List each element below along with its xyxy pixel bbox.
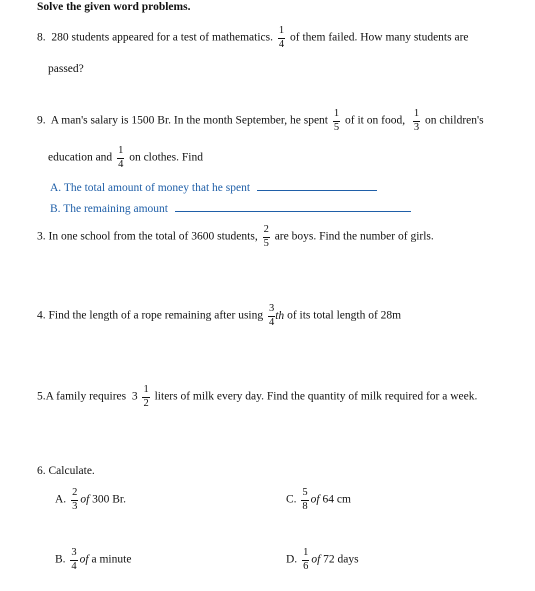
answer-blank-b[interactable] — [175, 202, 411, 212]
question-9-text-children: on children's — [424, 114, 484, 127]
fraction-one-quarter: $\frac{1}{4}$ — [278, 25, 285, 50]
question-8-text: 280 students appeared for a test of mathematics. — [51, 31, 273, 44]
question-5: 5.A family requires 3 $\frac{1}{2}$ liters of milk every day. Find the quantity of milk required for a week. — [37, 384, 478, 409]
fraction-one-fifth: $\frac{1}{5}$ — [333, 108, 340, 133]
answer-blank-a[interactable] — [257, 181, 377, 191]
fraction-two-thirds: $\frac{2}{3}$ — [72, 487, 78, 512]
question-6-title: 6. Calculate. — [37, 465, 95, 477]
question-8-text-continued: of them failed. How many students are — [290, 31, 469, 44]
worksheet-heading: Solve the given word problems. — [37, 1, 191, 13]
fraction-three-quarters: $\frac{3}{4}$ — [268, 303, 275, 328]
calc-item-c: C. $\frac{5}{8}$ of 64 cm — [286, 487, 351, 512]
question-8-line-2: passed? — [48, 63, 84, 75]
calc-item-b: B. $\frac{3}{4}$ of a minute — [55, 547, 132, 572]
question-3: 3. In one school from the total of 3600 students, $\frac{2}{5}$ are boys. Find the number of girls. — [37, 224, 434, 249]
question-8-number: 8. — [37, 31, 46, 44]
fraction-one-third: $\frac{1}{3}$ — [413, 108, 420, 133]
calc-item-a: A. $\frac{2}{3}$ of 300 Br. — [55, 487, 127, 512]
question-4: 4. Find the length of a rope remaining after using $\frac{3}{4}$ th of its total length of 28m — [37, 303, 402, 328]
ordinal-suffix: th — [275, 309, 285, 322]
fraction-two-fifths: $\frac{2}{5}$ — [263, 224, 269, 249]
question-9-sub-b: B. The remaining amount — [50, 202, 411, 215]
calc-item-d: D. $\frac{1}{6}$ of 72 days — [286, 547, 359, 572]
question-9-line-2: education and $\frac{1}{4}$ on clothes. Find — [48, 145, 203, 170]
question-9-text-food: of it on food, — [345, 114, 406, 127]
question-9-text: A man's salary is 1500 Br. In the month September, he spent — [50, 114, 329, 127]
fraction-one-half: $\frac{1}{2}$ — [143, 384, 149, 409]
fraction-one-quarter-clothes: $\frac{1}{4}$ — [118, 145, 124, 170]
mixed-number-whole: 3 — [131, 390, 138, 403]
fraction-three-quarters-b: $\frac{3}{4}$ — [71, 547, 77, 572]
question-9-number: 9. — [37, 114, 46, 127]
question-8 — [37, 26, 469, 50]
fraction-five-eighths: $\frac{5}{8}$ — [302, 487, 308, 512]
question-9-sub-a: A. The total amount of money that he spent — [50, 181, 377, 194]
fraction-one-sixth: $\frac{1}{6}$ — [303, 547, 309, 572]
question-9 — [37, 109, 484, 133]
